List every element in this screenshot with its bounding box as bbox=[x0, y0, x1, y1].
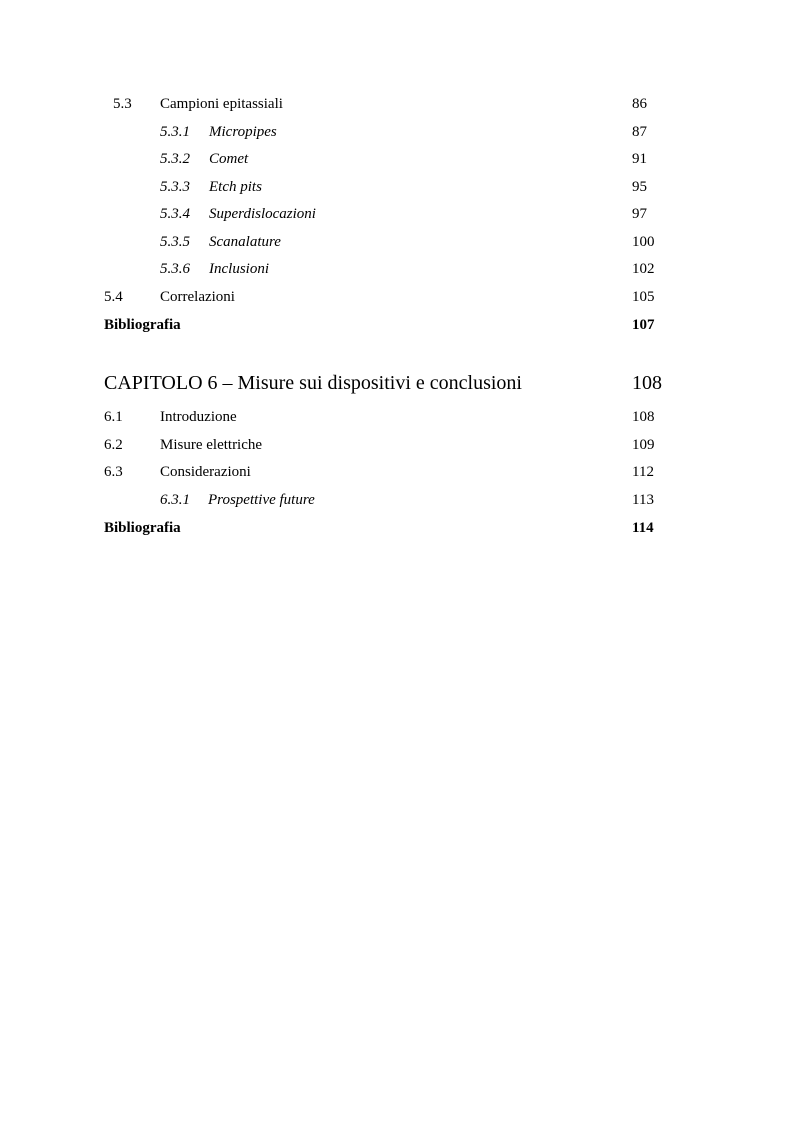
section-title: Considerazioni bbox=[160, 464, 251, 480]
page-number: 109 bbox=[632, 437, 655, 453]
section-title: Campioni epitassiali bbox=[160, 96, 283, 112]
page-number: 105 bbox=[632, 289, 655, 305]
subsection-title: Micropipes bbox=[209, 124, 277, 140]
toc-chapter-6[interactable] bbox=[0, 369, 793, 397]
subsection-number: 5.3.2 bbox=[160, 151, 190, 167]
section-number: 6.2 bbox=[104, 437, 123, 453]
subsection-title: Prospettive future bbox=[208, 492, 315, 508]
bibliography-title: Bibliografia bbox=[104, 520, 181, 536]
chapter-title: CAPITOLO 6 – Misure sui dispositivi e conclusioni bbox=[104, 372, 522, 394]
subsection-title: Etch pits bbox=[209, 179, 262, 195]
page-number: 87 bbox=[632, 124, 647, 140]
page-number: 114 bbox=[632, 520, 654, 536]
section-number: 6.1 bbox=[104, 409, 123, 425]
page-number: 107 bbox=[632, 317, 655, 333]
toc-entry-5-3-5[interactable] bbox=[0, 231, 793, 253]
toc-entry-6-2[interactable] bbox=[0, 434, 793, 456]
subsection-number: 5.3.3 bbox=[160, 179, 190, 195]
page-number: 112 bbox=[632, 464, 654, 480]
subsection-number: 5.3.1 bbox=[160, 124, 190, 140]
bibliography-title: Bibliografia bbox=[104, 317, 181, 333]
section-number: 5.3 bbox=[113, 96, 132, 112]
toc-entry-5-3-6[interactable] bbox=[0, 258, 793, 280]
toc-entry-5-3[interactable] bbox=[0, 93, 793, 115]
page-number: 95 bbox=[632, 179, 647, 195]
subsection-number: 5.3.5 bbox=[160, 234, 190, 250]
section-number: 5.4 bbox=[104, 289, 123, 305]
page-number: 113 bbox=[632, 492, 654, 508]
section-title: Introduzione bbox=[160, 409, 237, 425]
page-number: 102 bbox=[632, 261, 655, 277]
page-number: 97 bbox=[632, 206, 647, 222]
page-number: 100 bbox=[632, 234, 655, 250]
subsection-title: Comet bbox=[209, 151, 249, 167]
toc-entry-bibliografia-6[interactable] bbox=[0, 517, 793, 539]
section-title: Correlazioni bbox=[160, 289, 235, 305]
toc-entry-5-3-4[interactable] bbox=[0, 203, 793, 225]
toc-entry-5-3-1[interactable] bbox=[0, 121, 793, 143]
page-number: 108 bbox=[632, 409, 655, 425]
page-number: 86 bbox=[632, 96, 647, 112]
subsection-title: Scanalature bbox=[209, 234, 281, 250]
toc-entry-6-1[interactable] bbox=[0, 406, 793, 428]
toc-entry-5-3-2[interactable] bbox=[0, 148, 793, 170]
page-number: 108 bbox=[632, 372, 662, 394]
toc-entry-5-4[interactable] bbox=[0, 286, 793, 308]
subsection-title: Inclusioni bbox=[209, 261, 269, 277]
subsection-number: 6.3.1 bbox=[160, 492, 190, 508]
toc-entry-5-3-3[interactable] bbox=[0, 176, 793, 198]
toc-entry-6-3-1[interactable] bbox=[0, 489, 793, 511]
page-number: 91 bbox=[632, 151, 647, 167]
toc-entry-6-3[interactable] bbox=[0, 461, 793, 483]
subsection-number: 5.3.6 bbox=[160, 261, 190, 277]
subsection-title: Superdislocazioni bbox=[209, 206, 316, 222]
subsection-number: 5.3.4 bbox=[160, 206, 190, 222]
section-title: Misure elettriche bbox=[160, 437, 263, 453]
toc-entry-bibliografia-5[interactable] bbox=[0, 314, 793, 336]
section-number: 6.3 bbox=[104, 464, 123, 480]
